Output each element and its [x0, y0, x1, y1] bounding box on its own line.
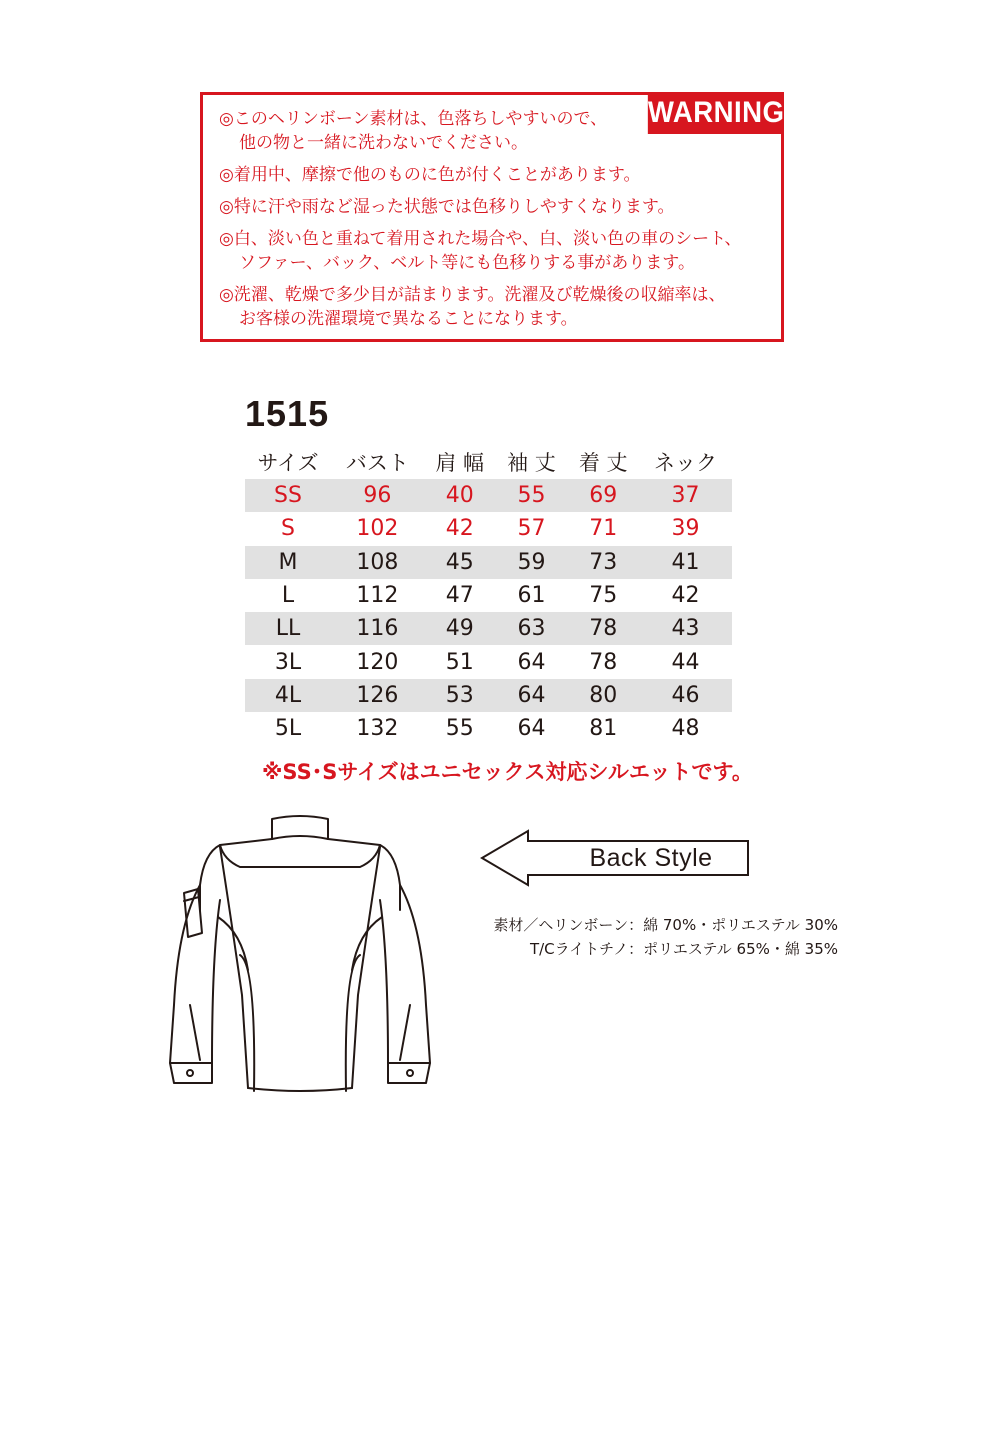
table-cell: 116: [331, 612, 424, 645]
table-cell: 37: [639, 479, 732, 512]
table-cell: 42: [445, 516, 474, 542]
size-table: [245, 445, 732, 745]
warning-box: [200, 92, 784, 342]
table-row: [245, 512, 732, 545]
table-cell: 4L: [245, 679, 331, 712]
table-cell: 44: [671, 649, 700, 675]
table-cell: 63: [496, 612, 568, 645]
column-header: ネック: [654, 451, 718, 475]
table-cell: 78: [589, 649, 618, 675]
shirt-back-illustration: [160, 805, 440, 1105]
model-number: 1515: [245, 393, 330, 434]
table-row: [245, 712, 732, 745]
table-cell: 120: [356, 649, 399, 675]
material-info: [446, 913, 838, 961]
table-cell: 75: [589, 583, 618, 609]
table-cell: 64: [496, 679, 568, 712]
table-cell: 57: [517, 516, 546, 542]
warning-item: ◎このヘリンボーン素材は、色落ちしやすいので、 他の物と一緒に洗わないでください。: [219, 109, 608, 153]
table-cell: 55: [496, 479, 568, 512]
material-line: T/Cライトチノ：ポリエステル 65%・綿 35%: [529, 940, 838, 958]
column-header: 着 丈: [578, 451, 628, 475]
table-cell: SS: [245, 479, 331, 512]
table-row: [245, 546, 732, 579]
table-row: [245, 679, 732, 712]
table-row: [245, 479, 732, 512]
warning-item: ◎洗濯、乾燥で多少目が詰まります。洗濯及び乾燥後の収縮率は、 お客様の洗濯環境で異なることになります。: [219, 285, 726, 329]
table-cell: 69: [567, 479, 639, 512]
table-cell: 51: [445, 649, 474, 675]
table-cell: 132: [356, 716, 399, 742]
table-cell: 102: [356, 516, 399, 542]
table-cell: 45: [424, 546, 496, 579]
table-cell: 80: [567, 679, 639, 712]
table-cell: 53: [424, 679, 496, 712]
table-header-row: [245, 445, 732, 479]
table-cell: 42: [671, 583, 700, 609]
table-cell: L: [281, 583, 295, 609]
table-cell: 73: [567, 546, 639, 579]
table-cell: M: [245, 546, 331, 579]
warning-item: ◎着用中、摩擦で他のものに色が付くことがあります。: [219, 165, 641, 185]
size-note: ※SS･Sサイズはユニセックス対応シルエットです。: [262, 760, 753, 784]
back-style-label: Back Style: [589, 844, 713, 872]
table-cell: 5L: [274, 716, 302, 742]
column-header: バスト: [345, 451, 409, 475]
column-header: サイズ: [257, 451, 319, 475]
table-cell: 46: [639, 679, 732, 712]
warning-badge: WARNING: [648, 92, 784, 134]
table-cell: 48: [671, 716, 700, 742]
table-cell: 78: [567, 612, 639, 645]
table-row: [245, 612, 732, 645]
table-cell: 40: [424, 479, 496, 512]
table-cell: 126: [331, 679, 424, 712]
material-line: 素材／ヘリンボーン：綿 70%・ポリエステル 30%: [493, 916, 838, 934]
table-cell: 47: [445, 583, 474, 609]
column-header: 肩 幅: [435, 451, 485, 475]
table-row: [245, 645, 732, 678]
table-cell: 43: [639, 612, 732, 645]
table-cell: 64: [517, 716, 546, 742]
table-cell: 96: [331, 479, 424, 512]
table-cell: 41: [639, 546, 732, 579]
table-cell: 55: [445, 716, 474, 742]
warning-item: ◎特に汗や雨など湿った状態では色移りしやすくなります。: [219, 197, 675, 217]
table-cell: 39: [671, 516, 700, 542]
table-cell: 59: [496, 546, 568, 579]
table-cell: S: [281, 516, 295, 542]
table-row: [245, 579, 732, 612]
table-cell: 49: [424, 612, 496, 645]
table-cell: 71: [589, 516, 618, 542]
column-header: 袖 丈: [507, 451, 556, 475]
table-cell: 3L: [274, 649, 302, 675]
table-cell: 81: [589, 716, 618, 742]
table-cell: 112: [356, 583, 399, 609]
warning-item: ◎白、淡い色と重ねて着用された場合や、白、淡い色の車のシート、 ソファー、バック、ベルト等にも色移りする事があります。: [219, 229, 742, 273]
table-cell: 64: [517, 649, 546, 675]
table-cell: 108: [331, 546, 424, 579]
table-cell: 61: [517, 583, 546, 609]
warning-list: [219, 107, 771, 339]
table-cell: LL: [245, 612, 331, 645]
